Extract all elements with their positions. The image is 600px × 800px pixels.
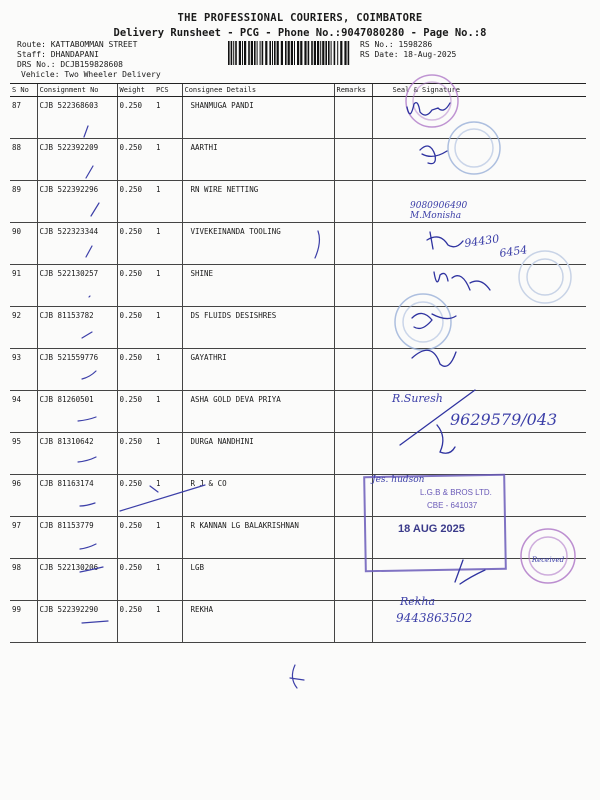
row-remarks [334, 517, 372, 559]
handwriting-90-a: 94430 [463, 232, 501, 250]
row-weight: 0.250 [117, 265, 154, 307]
row-pcs: 1 [154, 559, 182, 601]
row-weight: 0.250 [117, 181, 154, 223]
handwriting-89-phone: 9080906490 [410, 201, 468, 211]
info-left [17, 40, 161, 80]
row-signature [372, 433, 586, 475]
row-consignee: AARTHI [182, 139, 334, 181]
row-pcs: 1 [154, 475, 182, 517]
row-weight: 0.250 [117, 475, 154, 517]
handwriting-90-b: 6454 [498, 243, 529, 260]
row-sno: 92 [10, 307, 37, 349]
row-consignee: ASHA GOLD DEVA PRIYA [182, 391, 334, 433]
row-weight: 0.250 [117, 307, 154, 349]
col-header-sno: S No [10, 84, 37, 97]
row-sno: 95 [10, 433, 37, 475]
row-weight: 0.250 [117, 223, 154, 265]
row-sno: 88 [10, 139, 37, 181]
row-consignment-no: CJB 522130206 [37, 559, 117, 601]
row-consignee: DURGA NANDHINI [182, 433, 334, 475]
handwriting-99-name: Rekha [400, 595, 436, 608]
row-sno: 91 [10, 265, 37, 307]
col-header-weight: Weight [117, 84, 154, 97]
row-consignment-no: CJB 522130257 [37, 265, 117, 307]
row-consignee: VIVEKEINANDA TOOLING [182, 223, 334, 265]
lgb-stamp-line1: L.G.B & BROS LTD. [420, 488, 492, 497]
table-row [10, 223, 586, 265]
handwriting-94-name: R.Suresh [392, 392, 443, 405]
row-consignment-no: CJB 81153782 [37, 307, 117, 349]
row-sno: 89 [10, 181, 37, 223]
row-remarks [334, 475, 372, 517]
row-signature [372, 559, 586, 601]
stamp-date: 18 AUG 2025 [398, 523, 465, 535]
row-weight: 0.250 [117, 433, 154, 475]
row-consignment-no: CJB 522323344 [37, 223, 117, 265]
row-sno: 96 [10, 475, 37, 517]
row-remarks [334, 307, 372, 349]
row-pcs: 1 [154, 517, 182, 559]
row-remarks [334, 265, 372, 307]
row-consignment-no: CJB 522392290 [37, 601, 117, 643]
vehicle-text: Vehicle: Two Wheeler Delivery [21, 70, 161, 79]
table-row [10, 349, 586, 391]
rs-date: RS Date: 18-Aug-2025 [360, 50, 457, 59]
row-signature [372, 517, 586, 559]
row-signature [372, 223, 586, 265]
table-row [10, 601, 586, 643]
row-sno: 87 [10, 97, 37, 139]
table-header-row [10, 84, 586, 97]
row-consignment-no: CJB 522392209 [37, 139, 117, 181]
col-header-consignment: Consignment No [37, 84, 117, 97]
row-signature [372, 475, 586, 517]
col-header-pcs: PCS [154, 84, 182, 97]
route-text: Route: KATTABOMMAN STREET [17, 40, 138, 49]
table-row [10, 517, 586, 559]
row-consignee: RN WIRE NETTING [182, 181, 334, 223]
row-weight: 0.250 [117, 391, 154, 433]
lgb-stamp-line2: CBE - 641037 [427, 501, 478, 510]
row-signature [372, 307, 586, 349]
row-consignee: SHANMUGA PANDI [182, 97, 334, 139]
row-sno: 97 [10, 517, 37, 559]
barcode [228, 41, 350, 65]
row-pcs: 1 [154, 433, 182, 475]
row-sno: 98 [10, 559, 37, 601]
row-consignment-no: CJB 522392296 [37, 181, 117, 223]
row-remarks [334, 601, 372, 643]
rs-number: RS No.: 1598286 [360, 40, 433, 49]
row-consignee: LGB [182, 559, 334, 601]
row-pcs: 1 [154, 97, 182, 139]
handwriting-96: Jes. hudson [372, 475, 425, 485]
row-consignee: REKHA [182, 601, 334, 643]
row-pcs: 1 [154, 181, 182, 223]
row-pcs: 1 [154, 307, 182, 349]
table-row [10, 559, 586, 601]
row-pcs: 1 [154, 349, 182, 391]
col-header-remarks: Remarks [334, 84, 372, 97]
row-signature [372, 139, 586, 181]
row-remarks [334, 223, 372, 265]
row-consignee: DS FLUIDS DESISHRES [182, 307, 334, 349]
row-remarks [334, 181, 372, 223]
table-row [10, 181, 586, 223]
row-weight: 0.250 [117, 517, 154, 559]
received-text: Received [531, 556, 565, 564]
row-sno: 90 [10, 223, 37, 265]
staff-text: Staff: DHANDAPANI [17, 50, 99, 59]
table-row [10, 391, 586, 433]
row-pcs: 1 [154, 139, 182, 181]
document-title: THE PROFESSIONAL COURIERS, COIMBATORE [177, 12, 423, 24]
col-header-consignee: Consignee Details [182, 84, 334, 97]
row-sno: 94 [10, 391, 37, 433]
row-consignment-no: CJB 81153779 [37, 517, 117, 559]
drs-number: DRS No.: DCJB159828608 [17, 60, 123, 69]
document-subtitle: Delivery Runsheet - PCG - Phone No.:9047080280 - Page No.:8 [113, 27, 487, 39]
table-row [10, 265, 586, 307]
row-remarks [334, 349, 372, 391]
row-consignment-no: CJB 522368603 [37, 97, 117, 139]
table-row [10, 433, 586, 475]
row-remarks [334, 97, 372, 139]
row-remarks [334, 559, 372, 601]
row-remarks [334, 391, 372, 433]
table-row [10, 97, 586, 139]
row-pcs: 1 [154, 265, 182, 307]
row-weight: 0.250 [117, 559, 154, 601]
handwriting-89-name: M.Monisha [410, 211, 462, 221]
row-signature [372, 97, 586, 139]
row-weight: 0.250 [117, 601, 154, 643]
row-remarks [334, 433, 372, 475]
table-row [10, 307, 586, 349]
row-signature [372, 601, 586, 643]
row-weight: 0.250 [117, 349, 154, 391]
table-row [10, 475, 586, 517]
row-signature [372, 391, 586, 433]
row-sno: 99 [10, 601, 37, 643]
row-consignment-no: CJB 81163174 [37, 475, 117, 517]
row-consignee: R KANNAN LG BALAKRISHNAN [182, 517, 334, 559]
row-consignment-no: CJB 81310642 [37, 433, 117, 475]
row-consignee: R J & CO [182, 475, 334, 517]
row-pcs: 1 [154, 601, 182, 643]
row-consignment-no: CJB 521559776 [37, 349, 117, 391]
runsheet-table [10, 83, 586, 643]
col-header-signature: Seal & Signature [372, 84, 586, 97]
row-consignee: SHINE [182, 265, 334, 307]
row-pcs: 1 [154, 223, 182, 265]
row-consignment-no: CJB 81260501 [37, 391, 117, 433]
row-pcs: 1 [154, 391, 182, 433]
handwriting-94-phone: 9629579/043 [450, 410, 558, 429]
row-signature [372, 181, 586, 223]
row-remarks [334, 139, 372, 181]
row-signature [372, 265, 586, 307]
info-right [360, 40, 456, 60]
table-row [10, 139, 586, 181]
row-consignee: GAYATHRI [182, 349, 334, 391]
handwriting-99-phone: 9443863502 [396, 611, 473, 625]
row-weight: 0.250 [117, 97, 154, 139]
row-signature [372, 349, 586, 391]
row-weight: 0.250 [117, 139, 154, 181]
row-sno: 93 [10, 349, 37, 391]
